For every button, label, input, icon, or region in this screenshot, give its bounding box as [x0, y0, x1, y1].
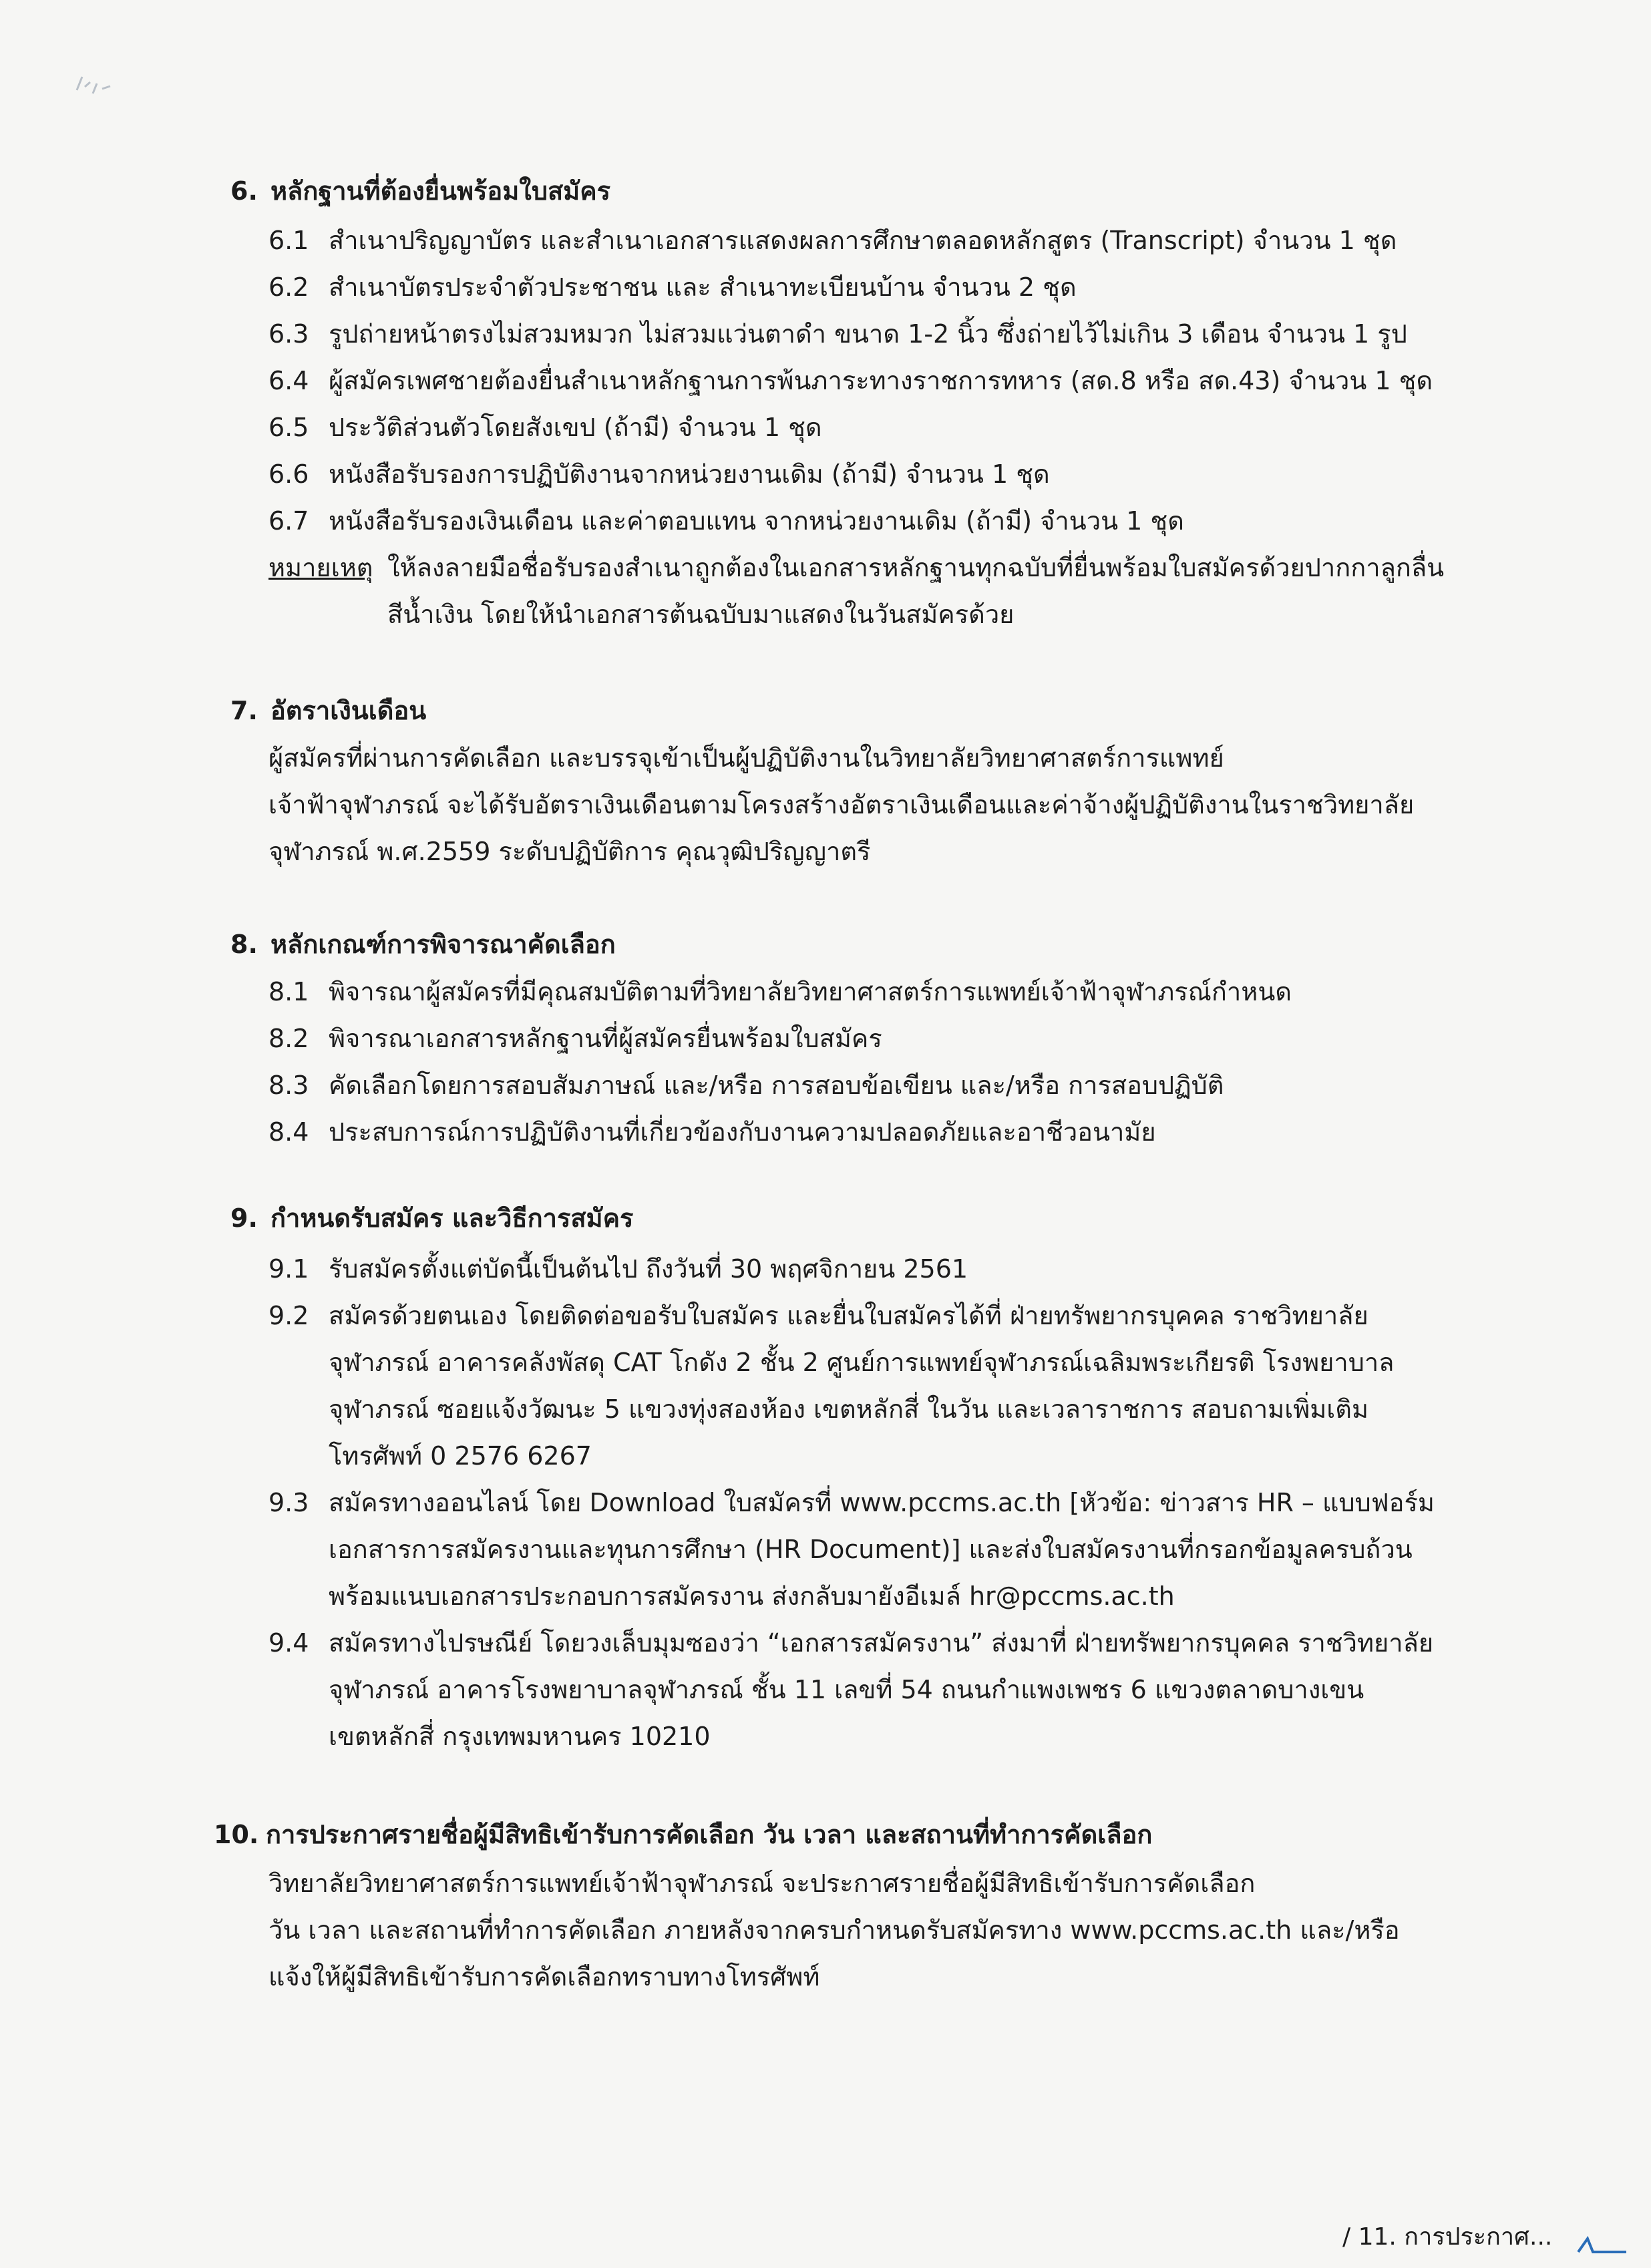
section-number: 9.: [230, 1203, 258, 1233]
item-number: 6.6: [268, 459, 309, 489]
list-item: [268, 1620, 1457, 1760]
item-number: 6.7: [268, 506, 309, 536]
note: [268, 544, 1457, 638]
section-title: กำหนดรับสมัคร และวิธีการสมัคร: [270, 1203, 634, 1233]
section-7-heading: [230, 695, 426, 727]
item-text: พิจารณาผู้สมัครที่มีคุณสมบัติตามที่วิทยาลัยวิทยาศาสตร์การแพทย์เจ้าฟ้าจุฬาภรณ์กำหนด: [329, 977, 1292, 1006]
list-item: [268, 311, 1457, 357]
section-8-heading: [230, 928, 616, 960]
note-text: ให้ลงลายมือชื่อรับรองสำเนาถูกต้องในเอกสารหลักฐานทุกฉบับที่ยื่นพร้อมใบสมัครด้วยปากกาลูกลื่น สีน้ำเงิน โดยให้นำเอกสารต้นฉบับมาแสดงในวันสมัครด้วย: [387, 553, 1445, 629]
item-text: สมัครด้วยตนเอง โดยติดต่อขอรับใบสมัคร และยื่นใบสมัครได้ที่ ฝ่ายทรัพยากรบุคคล ราชวิทยาลัย จุฬาภรณ์ อาคารคลังพัสดุ CAT โกดัง 2 ชั้น 2 ศูนย์การแพทย์จุฬาภรณ์เฉลิมพระเกียรติ โรงพยาบาล จุฬาภรณ์ ซอยแจ้งวัฒนะ 5 แขวงทุ่งสองห้อง เขตหลักสี่ ในวัน และเวลาราชการ สอบถามเพิ่มเติม โทรศัพท์ 0 2576 6267: [329, 1301, 1395, 1471]
list-item: [268, 1015, 1457, 1062]
item-number: 6.2: [268, 272, 309, 302]
item-number: 8.2: [268, 1024, 309, 1053]
section-title: หลักฐานที่ต้องยื่นพร้อมใบสมัคร: [270, 176, 611, 206]
item-number: 8.4: [268, 1117, 309, 1147]
item-number: 9.3: [268, 1488, 309, 1517]
item-number: 6.4: [268, 366, 309, 395]
section-7-paragraph: ผู้สมัครที่ผ่านการคัดเลือก และบรรจุเข้าเป็นผู้ปฏิบัติงานในวิทยาลัยวิทยาศาสตร์การแพทย์ เจ้าฟ้าจุฬาภรณ์ จะได้รับอัตราเงินเดือนตามโครงสร้างอัตราเงินเดือนและค่าจ้างผู้ปฏิบัติงานในราชวิทยาลัย จุฬาภรณ์ พ.ศ.2559 ระดับปฏิบัติการ คุณวุฒิปริญญาตรี: [268, 743, 1415, 866]
section-title: การประกาศรายชื่อผู้มีสิทธิเข้ารับการคัดเลือก วัน เวลา และสถานที่ทำการคัดเลือก: [266, 1820, 1153, 1849]
list-item: [268, 1246, 1457, 1292]
scan-corner-mark: [1573, 2232, 1633, 2259]
list-item: [268, 264, 1457, 311]
section-number: 7.: [230, 696, 258, 725]
list-item: [268, 217, 1457, 264]
item-number: 6.3: [268, 319, 309, 349]
item-text: ประสบการณ์การปฏิบัติงานที่เกี่ยวข้องกับงานความปลอดภัยและอาชีวอนามัย: [329, 1117, 1156, 1147]
item-number: 9.4: [268, 1628, 309, 1658]
item-text: รับสมัครตั้งแต่บัดนี้เป็นต้นไป ถึงวันที่ 30 พฤศจิกายน 2561: [329, 1254, 968, 1284]
item-number: 8.3: [268, 1071, 309, 1100]
item-number: 9.2: [268, 1301, 309, 1330]
section-9-heading: [230, 1202, 633, 1234]
item-number: 9.1: [268, 1254, 309, 1284]
section-6-heading: [230, 175, 610, 207]
item-number: 6.1: [268, 226, 309, 255]
note-label: หมายเหตุ: [268, 553, 373, 582]
section-10-heading: [214, 1819, 1152, 1851]
section-number: 10.: [214, 1820, 259, 1849]
scan-artifact-mark: [70, 63, 130, 110]
list-item: [268, 968, 1457, 1015]
item-text: ผู้สมัครเพศชายต้องยื่นสำเนาหลักฐานการพ้นภาระทางราชการทหาร (สด.8 หรือ สด.43) จำนวน 1 ชุด: [329, 366, 1433, 395]
item-text: พิจารณาเอกสารหลักฐานที่ผู้สมัครยื่นพร้อมใบสมัคร: [329, 1024, 882, 1053]
item-text: คัดเลือกโดยการสอบสัมภาษณ์ และ/หรือ การสอบข้อเขียน และ/หรือ การสอบปฏิบัติ: [329, 1071, 1224, 1100]
list-item: [268, 357, 1457, 404]
item-text: หนังสือรับรองเงินเดือน และค่าตอบแทน จากหน่วยงานเดิม (ถ้ามี) จำนวน 1 ชุด: [329, 506, 1184, 536]
list-item: [268, 1062, 1457, 1109]
item-text: สมัครทางไปรษณีย์ โดยวงเล็บมุมซองว่า “เอกสารสมัครงาน” ส่งมาที่ ฝ่ายทรัพยากรบุคคล ราชวิทยาลัย จุฬาภรณ์ อาคารโรงพยาบาลจุฬาภรณ์ ชั้น 11 เลขที่ 54 ถนนกำแพงเพชร 6 แขวงตลาดบางเขน เขตหลักสี่ กรุงเทพมหานคร 10210: [329, 1628, 1434, 1751]
list-item: [268, 1292, 1457, 1479]
item-text: สมัครทางออนไลน์ โดย Download ใบสมัครที่ www.pccms.ac.th [หัวข้อ: ข่าวสาร HR – แบบฟอร์ม เอกสารการสมัครงานและทุนการศึกษา (HR Document)] และส่งใบสมัครงานที่กรอกข้อมูลครบถ้วน พร้อมแนบเอกสารประกอบการสมัครงาน ส่งกลับมายังอีเมล์ hr@pccms.ac.th: [329, 1488, 1435, 1611]
item-number: 6.5: [268, 413, 309, 442]
list-item: [268, 1479, 1457, 1620]
continuation-footer: / 11. การประกาศ...: [1342, 2223, 1553, 2251]
list-item: [268, 404, 1457, 451]
section-title: หลักเกณฑ์การพิจารณาคัดเลือก: [270, 930, 616, 959]
section-number: 6.: [230, 176, 258, 206]
section-number: 8.: [230, 930, 258, 959]
item-text: รูปถ่ายหน้าตรงไม่สวมหมวก ไม่สวมแว่นตาดำ ขนาด 1-2 นิ้ว ซึ่งถ่ายไว้ไม่เกิน 3 เดือน จำนวน 1 รูป: [329, 319, 1407, 349]
item-number: 8.1: [268, 977, 309, 1006]
section-10-paragraph: วิทยาลัยวิทยาศาสตร์การแพทย์เจ้าฟ้าจุฬาภรณ์ จะประกาศรายชื่อผู้มีสิทธิเข้ารับการคัดเลือก วัน เวลา และสถานที่ทำการคัดเลือก ภายหลังจากครบกำหนดรับสมัครทาง www.pccms.ac.th และ/หรือ แจ้งให้ผู้มีสิทธิเข้ารับการคัดเลือกทราบทางโทรศัพท์: [268, 1869, 1400, 1992]
list-item: [268, 1109, 1457, 1155]
item-text: ประวัติส่วนตัวโดยสังเขป (ถ้ามี) จำนวน 1 ชุด: [329, 413, 822, 442]
item-text: สำเนาบัตรประจำตัวประชาชน และ สำเนาทะเบียนบ้าน จำนวน 2 ชุด: [329, 272, 1077, 302]
item-text: หนังสือรับรองการปฏิบัติงานจากหน่วยงานเดิม (ถ้ามี) จำนวน 1 ชุด: [329, 459, 1050, 489]
list-item: [268, 498, 1457, 544]
item-text: สำเนาปริญญาบัตร และสำเนาเอกสารแสดงผลการศึกษาตลอดหลักสูตร (Transcript) จำนวน 1 ชุด: [329, 226, 1397, 255]
section-title: อัตราเงินเดือน: [270, 696, 427, 725]
list-item: [268, 451, 1457, 498]
